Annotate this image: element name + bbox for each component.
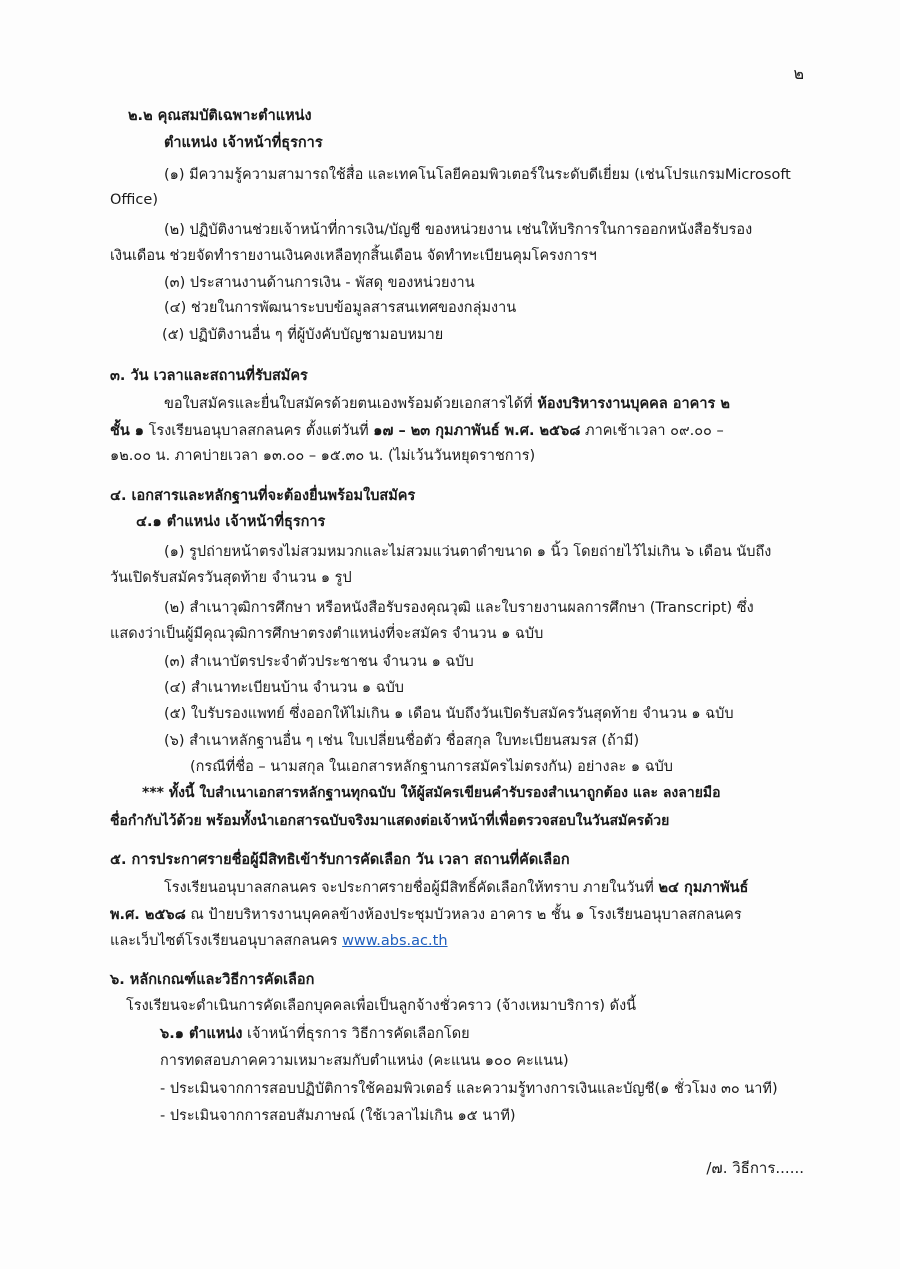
s4-item-3: (๓) สำเนาบัตรประจำตัวประชาชน จำนวน ๑ ฉบับ [164, 654, 474, 670]
s6-1-bold: ๖.๑ ตำแหน่ง [160, 1026, 243, 1042]
s22-item-1b: Office) [110, 192, 158, 208]
section-2-2-heading: ๒.๒ คุณสมบัติเฉพาะตำแหน่ง [128, 108, 312, 124]
section-6-heading: ๖. หลักเกณฑ์และวิธีการคัดเลือก [110, 972, 315, 988]
s22-item-3: (๓) ประสานงานด้านการเงิน - พัสดุ ของหน่วยงาน [164, 275, 475, 291]
school-website-link[interactable]: www.abs.ac.th [342, 933, 448, 949]
s3-line-1-text: ขอใบสมัครและยื่นใบสมัครด้วยตนเองพร้อมด้วยเอกสารได้ที่ [164, 396, 538, 412]
s22-item-2a: (๒) ปฏิบัติงานช่วยเจ้าหน้าที่การเงิน/บัญชี ของหน่วยงาน เช่นให้บริการในการออกหนังสือรับรอง [164, 222, 753, 238]
s3-line-2-bold-1: ชั้น ๑ [110, 423, 145, 439]
section-2-2-position: ตำแหน่ง เจ้าหน้าที่ธุรการ [164, 135, 323, 151]
continuation-footer: /๗. วิธีการ...... [706, 1159, 804, 1177]
section-3-heading: ๓. วัน เวลาและสถานที่รับสมัคร [110, 368, 308, 384]
s4-note-line-1: *** ทั้งนี้ ใบสำเนาเอกสารหลักฐานทุกฉบับ ให้ผู้สมัครเขียนคำรับรองสำเนาถูกต้อง และ ลงลายมือ [142, 785, 721, 801]
s4-item-6a: (๖) สำเนาหลักฐานอื่น ๆ เช่น ใบเปลี่ยนชื่อตัว ชื่อสกุล ใบทะเบียนสมรส (ถ้ามี) [164, 733, 640, 749]
s3-line-1-bold: ห้องบริหารงานบุคคล อาคาร ๒ [537, 396, 730, 412]
s5-line-2 [110, 905, 742, 925]
s4-item-2a: (๒) สำเนาวุฒิการศึกษา หรือหนังสือรับรองคุณวุฒิ และใบรายงานผลการศึกษา (Transcript) ซึ่ง [164, 600, 754, 616]
s6-line-2: - ประเมินจากการสอบปฏิบัติการใช้คอมพิวเตอร์ และความรู้ทางการเงินและบัญชี(๑ ชั่วโมง ๓๐ นาที) [160, 1081, 778, 1097]
s5-line-2-text: ณ ป้ายบริหารงานบุคคลข้างห้องประชุมบัวหลวง อาคาร ๒ ชั้น ๑ โรงเรียนอนุบาลสกลนคร [185, 907, 742, 923]
s22-item-4: (๔) ช่วยในการพัฒนาระบบข้อมูลสารสนเทศของกลุ่มงาน [164, 300, 517, 316]
s3-line-1 [164, 394, 730, 414]
s4-item-1b: วันเปิดรับสมัครวันสุดท้าย จำนวน ๑ รูป [110, 570, 352, 586]
section-4-heading: ๔. เอกสารและหลักฐานที่จะต้องยื่นพร้อมใบสมัคร [110, 488, 416, 504]
s6-1-text: เจ้าหน้าที่ธุรการ วิธีการคัดเลือกโดย [242, 1026, 470, 1042]
s5-line-2-bold: พ.ศ. ๒๕๖๘ [110, 907, 186, 923]
s4-item-1a: (๑) รูปถ่ายหน้าตรงไม่สวมหมวกและไม่สวมแว่นตาดำขนาด ๑ นิ้ว โดยถ่ายไว้ไม่เกิน ๖ เดือน นับถึง [164, 544, 772, 560]
s3-line-2-text-1: โรงเรียนอนุบาลสกลนคร ตั้งแต่วันที่ [144, 423, 374, 439]
s3-line-2 [110, 421, 724, 441]
s22-item-5: (๕) ปฏิบัติงานอื่น ๆ ที่ผู้บังคับบัญชามอบหมาย [162, 327, 444, 343]
s4-item-6b: (กรณีที่ชื่อ – นามสกุล ในเอกสารหลักฐานการสมัครไม่ตรงกัน) อย่างละ ๑ ฉบับ [190, 759, 673, 775]
s4-item-4: (๔) สำเนาทะเบียนบ้าน จำนวน ๑ ฉบับ [164, 680, 404, 696]
s6-intro: โรงเรียนจะดำเนินการคัดเลือกบุคคลเพื่อเป็นลูกจ้างชั่วคราว (จ้างเหมาบริการ) ดังนี้ [126, 998, 637, 1014]
s3-line-2-text-2: ภาคเช้าเวลา ๐๙.๐๐ – [580, 423, 724, 439]
s5-line-3 [110, 931, 448, 951]
s3-line-2-bold-2: ๑๗ – ๒๓ กุมภาพันธ์ พ.ศ. ๒๕๖๘ [373, 423, 581, 439]
s22-item-2b: เงินเดือน ช่วยจัดทำรายงานเงินคงเหลือทุกสิ้นเดือน จัดทำทะเบียนคุมโครงการฯ [110, 248, 597, 264]
s3-line-3: ๑๒.๐๐ น. ภาคบ่ายเวลา ๑๓.๐๐ – ๑๕.๓๐ น. (ไม่เว้นวันหยุดราชการ) [110, 448, 536, 464]
s4-item-5: (๕) ใบรับรองแพทย์ ซึ่งออกให้ไม่เกิน ๑ เดือน นับถึงวันเปิดรับสมัครวันสุดท้าย จำนวน ๑ ฉบับ [164, 706, 734, 722]
section-5-heading: ๕. การประกาศรายชื่อผู้มีสิทธิเข้ารับการคัดเลือก วัน เวลา สถานที่คัดเลือก [110, 852, 570, 868]
s4-item-2b: แสดงว่าเป็นผู้มีคุณวุฒิการศึกษาตรงตำแหน่งที่จะสมัคร จำนวน ๑ ฉบับ [110, 626, 544, 642]
s6-line-3: - ประเมินจากการสอบสัมภาษณ์ (ใช้เวลาไม่เกิน ๑๕ นาที) [160, 1108, 516, 1124]
s22-item-1a: (๑) มีความรู้ความสามารถใช้สื่อ และเทคโนโลยีคอมพิวเตอร์ในระดับดีเยี่ยม (เช่นโปรแกรมMicrosoft [164, 167, 791, 183]
page-number: ๒ [793, 64, 804, 83]
s6-1-line [160, 1024, 470, 1044]
section-4-1-heading: ๔.๑ ตำแหน่ง เจ้าหน้าที่ธุรการ [136, 514, 326, 530]
s5-line-1-text: โรงเรียนอนุบาลสกลนคร จะประกาศรายชื่อผู้มีสิทธิ์คัดเลือกให้ทราบ ภายในวันที่ [164, 880, 659, 896]
s4-note-line-2: ชื่อกำกับไว้ด้วย พร้อมทั้งนำเอกสารฉบับจริงมาแสดงต่อเจ้าหน้าที่เพื่อตรวจสอบในวันสมัครด้วย [110, 813, 670, 829]
s6-line-1: การทดสอบภาคความเหมาะสมกับตำแหน่ง (คะแนน ๑๐๐ คะแนน) [160, 1053, 569, 1069]
s5-line-3-text: และเว็บไซต์โรงเรียนอนุบาลสกลนคร [110, 933, 343, 949]
s5-line-1-bold: ๒๔ กุมภาพันธ์ [658, 880, 749, 896]
s5-line-1 [164, 878, 748, 898]
